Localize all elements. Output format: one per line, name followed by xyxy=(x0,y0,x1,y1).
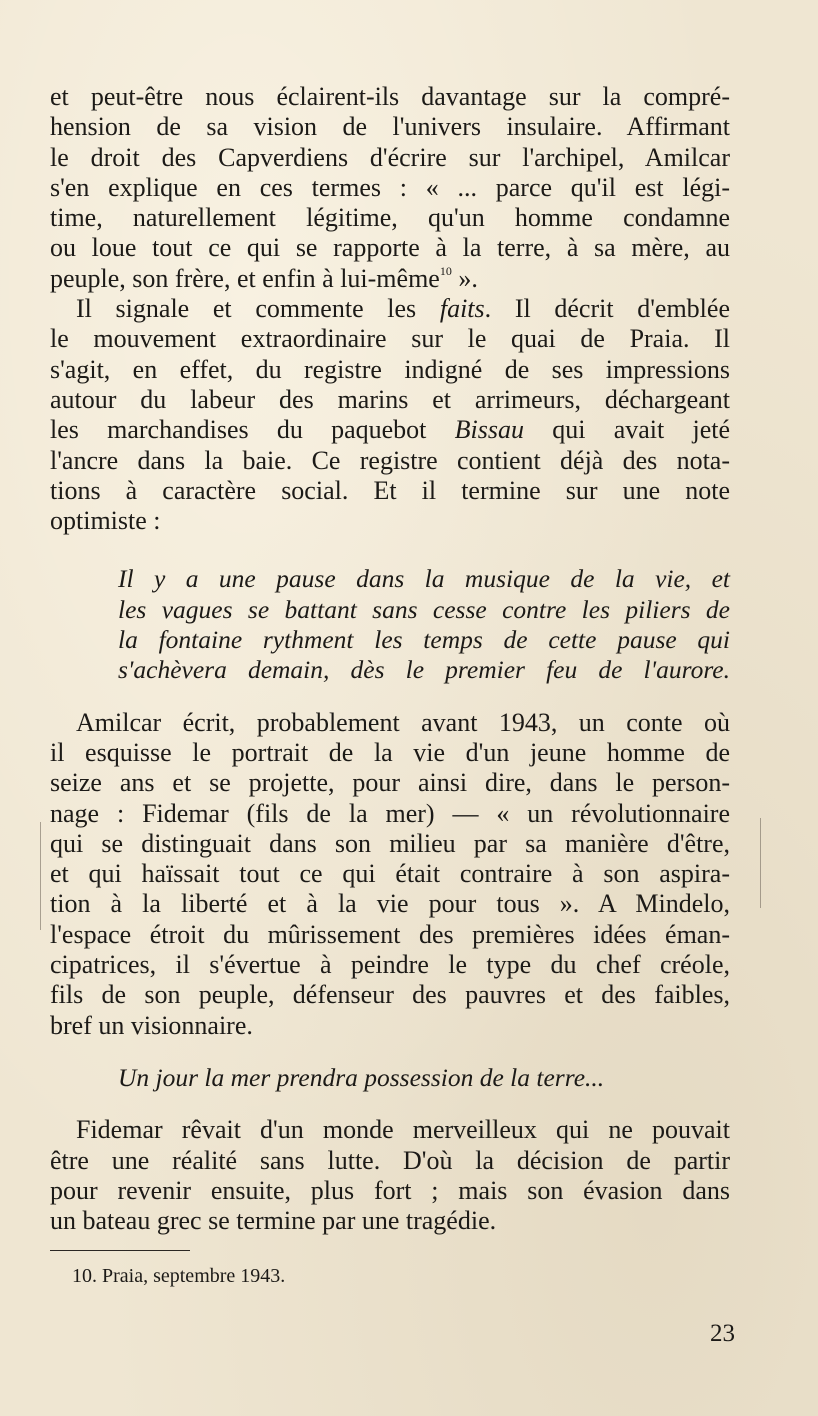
paragraph-line: hension de sa vision de l'univers insulaire. Affirmant xyxy=(50,112,730,142)
italic-ship-name: Bissau xyxy=(454,415,524,445)
paragraph-line: autour du labeur des marins et arrimeurs, déchargeant xyxy=(50,384,730,414)
paragraph-line: s'agit, en effet, du registre indigné de ses impressions xyxy=(50,354,730,384)
paragraph-text: Il signale et commente les xyxy=(76,294,440,324)
paragraph-line: qui se distinguait dans son milieu par sa manière d'être, xyxy=(50,828,730,858)
paragraph-line: fils de son peuple, défenseur des pauvres et des faibles, xyxy=(50,980,730,1010)
footnote-reference: 10 xyxy=(439,263,452,278)
paragraph-line: tions à caractère social. Et il termine sur une note xyxy=(50,475,730,505)
italic-word: faits xyxy=(439,294,485,324)
paragraph-line: pour revenir ensuite, plus fort ; mais son évasion dans xyxy=(50,1175,730,1205)
footnote-divider xyxy=(50,1250,190,1251)
paragraph-line: optimiste : xyxy=(50,506,161,536)
paragraph-line: seize ans et se projette, pour ainsi dire, dans le person- xyxy=(50,768,730,798)
quote-line: les vagues se battant sans cesse contre les piliers de xyxy=(118,594,730,624)
quote-line: la fontaine rythment les temps de cette pause qui xyxy=(118,625,730,655)
paragraph-line: s'en explique en ces termes : « ... parce qu'il est légi- xyxy=(50,172,730,202)
paragraph-text: les marchandises du paquebot xyxy=(50,415,455,445)
paragraph-line xyxy=(50,264,730,294)
paragraph-text: peuple, son frère, et enfin à lui-même xyxy=(50,263,440,293)
paragraph-line: tion à la liberté et à la vie pour tous ». A Mindelo, xyxy=(50,889,730,919)
paragraph-line: l'ancre dans la baie. Ce registre contient déjà des nota- xyxy=(50,445,730,475)
page-body xyxy=(50,82,730,1236)
paragraph-line: bref un visionnaire. xyxy=(50,1010,253,1040)
paragraph-4 xyxy=(50,1115,730,1236)
margin-pencil-mark xyxy=(760,818,761,908)
paragraph-line xyxy=(50,294,730,324)
paragraph-line: un bateau grec se termine par une tragédie. xyxy=(50,1206,497,1236)
page-number: 23 xyxy=(710,1320,735,1347)
paragraph-line: être une réalité sans lutte. D'où la décision de partir xyxy=(50,1145,730,1175)
paragraph-line: Fidemar rêvait d'un monde merveilleux qui ne pouvait xyxy=(76,1115,730,1145)
paragraph-text: ». xyxy=(451,263,478,293)
margin-pencil-mark xyxy=(40,822,41,930)
paragraph-line: le mouvement extraordinaire sur le quai de Praia. Il xyxy=(50,324,730,354)
paragraph-2 xyxy=(50,294,730,536)
quote-line: s'achèvera demain, dès le premier feu de l'aurore. xyxy=(118,655,730,685)
paragraph-text: qui avait jeté xyxy=(524,415,731,445)
paragraph-line: et peut-être nous éclairent-ils davantage sur la compré- xyxy=(50,82,730,111)
quote-line: Un jour la mer prendra possession de la terre... xyxy=(118,1062,605,1092)
paragraph-line: Amilcar écrit, probablement avant 1943, un conte où xyxy=(76,707,730,737)
quote-line: Il y a une pause dans la musique de la vie, et xyxy=(118,564,730,594)
paragraph-line: ou loue tout ce qui se rapporte à la terre, à sa mère, au xyxy=(50,233,730,263)
paragraph-1 xyxy=(50,82,730,294)
paragraph-line: time, naturellement légitime, qu'un homme condamne xyxy=(50,203,730,233)
paragraph-text: . Il décrit d'emblée xyxy=(484,294,730,324)
paragraph-line: l'espace étroit du mûrissement des premières idées éman- xyxy=(50,919,730,949)
footnote: 10. Praia, septembre 1943. xyxy=(72,1265,286,1287)
paragraph-line: il esquisse le portrait de la vie d'un jeune homme de xyxy=(50,737,730,767)
paragraph-line: cipatrices, il s'évertue à peindre le type du chef créole, xyxy=(50,950,730,980)
epigraph-quote xyxy=(50,1063,730,1093)
paragraph-line: nage : Fidemar (fils de la mer) — « un révolutionnaire xyxy=(50,798,730,828)
block-quote xyxy=(50,564,730,685)
paragraph-line: le droit des Capverdiens d'écrire sur l'archipel, Amilcar xyxy=(50,142,730,172)
paragraph-3 xyxy=(50,708,730,1041)
paragraph-line xyxy=(50,415,730,445)
paragraph-line: et qui haïssait tout ce qui était contraire à son aspira- xyxy=(50,859,730,889)
